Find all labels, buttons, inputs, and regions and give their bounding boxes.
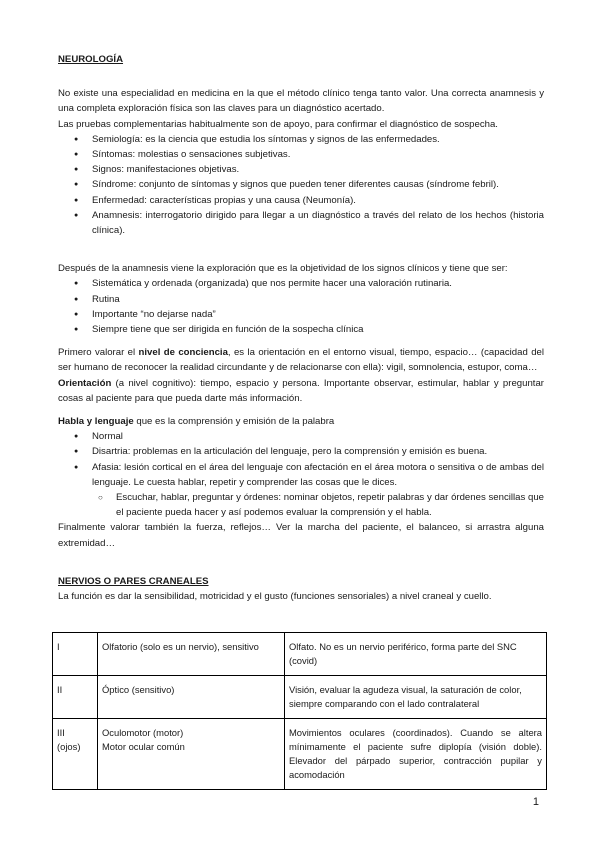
nerve-desc-cell [285,719,547,790]
conscience-text-2: , es la orientación en el entorno visual, tiempo, espacio… (capacidad del ser humano de reconocer la realidad circundante y de relacionarse con ella): vigil, somnolencia, estupor, coma… [58,347,544,374]
table-row [53,719,547,790]
list-item: ● Anamnesis: interrogatorio dirigido para llegar a un diagnóstico a través del relato de los hechos (historia clínica). [74,208,544,238]
list-item: ● Signos: manifestaciones objetivas. [74,162,544,177]
speech-sublist [58,490,544,520]
nerve-desc-cell [285,633,547,676]
nerve-number-note: (ojos) [57,741,81,752]
nerve-name-cell [98,633,285,676]
intro-paragraph: No existe una especialidad en medicina en la que el método clínico tenga tanto valor. Una correcta anamnesis y una completa exploración física son las claves para un diagnóstico acertado. [58,88,544,115]
orientation-term: Orientación [58,377,112,389]
nerve-description: Movimientos oculares (coordinados). Cuando se altera mínimamente el paciente sufre diplopía (visión doble). Elevador del párpado superior, contracción pupilar y acomodación [289,727,542,780]
page-number: 1 [532,796,539,808]
list-item: ● Síndrome: conjunto de síntomas y signos que pueden tener diferentes causas (síndrome febril). [74,177,544,192]
nerve-name: Óptico (sensitivo) [102,684,175,695]
final-paragraph: Finalmente valorar también la fuerza, reflejos… Ver la marcha del paciente, el balanceo, si arrastra alguna extremidad… [58,522,544,549]
list-item: ● Disartria: problemas en la articulación del lenguaje, pero la comprensión y emisión es buena. [74,444,544,459]
nerve-number: I [57,641,60,652]
sub-list-item: ○ Escuchar, hablar, preguntar y órdenes: nominar objetos, repetir palabras y dar órdenes sencillas que el paciente pueda hacer y así podemos evaluar la comprensión y el habla. [98,490,544,520]
orientation-paragraph [58,376,544,406]
nerve-name: Olfatorio (solo es un nervio), sensitivo [102,641,259,652]
exploration-lead: Después de la anamnesis viene la exploración que es la objetividad de los signos clínicos y tiene que ser: [58,263,508,275]
list-item: ● Siempre tiene que ser dirigida en función de la sospecha clínica [74,322,544,337]
document-page [58,52,544,604]
nerve-number-cell [53,676,98,719]
conscience-term: nivel de conciencia [138,347,228,359]
speech-text: que es la comprensión y emisión de la palabra [133,416,335,428]
list-item: ● Síntomas: molestias o sensaciones subjetivas. [74,147,544,162]
list-item: ● Rutina [74,292,544,307]
list-item: ● Enfermedad: características propias y una causa (Neumonía). [74,193,544,208]
speech-paragraph [58,414,544,429]
nerve-number-cell [53,719,98,790]
nerve-name-cell [98,719,285,790]
cranial-title: NERVIOS O PARES CRANEALES [58,575,209,587]
nerve-description: Visión, evaluar la agudeza visual, la saturación de color, siempre comparando con el lado contralateral [289,684,522,709]
speech-term: Habla y lenguaje [58,416,134,428]
nerve-number-cell [53,633,98,676]
nerve-alt-name: Motor ocular común [102,741,185,752]
nerve-desc-cell [285,676,547,719]
list-item: ● Afasia: lesión cortical en el área del lenguaje con afectación en el área motora o sensitiva o de ambas del lenguaje. Le cuesta hablar, repetir y comprender las cosas que le dices. [74,460,544,490]
conscience-text: Primero valorar el [58,347,139,359]
list-item: ● Normal [74,429,544,444]
list-item: ● Semiología: es la ciencia que estudia los síntomas y signos de las enfermedades. [74,132,544,147]
list-item: ● Importante “no dejarse nada” [74,307,544,322]
page-title: NEUROLOGÍA [58,54,124,65]
exploration-list [58,276,544,337]
table-row [53,676,547,719]
conscience-paragraph [58,345,544,375]
cranial-nerves-table [52,632,547,790]
nerve-number: III [57,727,65,738]
nerve-description: Olfato. No es un nervio periférico, forma parte del SNC (covid) [289,641,517,666]
intro-list [58,132,544,238]
speech-list [58,429,544,490]
intro-paragraph-2: Las pruebas complementarias habitualmente son de apoyo, para confirmar el diagnóstico de sospecha. [58,118,498,130]
cranial-lead: La función es dar la sensibilidad, motricidad y el gusto (funciones sensoriales) a nivel craneal y cuello. [58,591,492,603]
table-row [53,633,547,676]
nerve-name: Oculomotor (motor) [102,727,184,738]
nerve-number: II [57,684,63,695]
orientation-text: (a nivel cognitivo): tiempo, espacio y persona. Importante observar, estimular, hablar y preguntar cosas al paciente para que pueda darte más información. [58,377,544,404]
nerve-name-cell [98,676,285,719]
list-item: ● Sistemática y ordenada (organizada) que nos permite hacer una valoración rutinaria. [74,276,544,291]
